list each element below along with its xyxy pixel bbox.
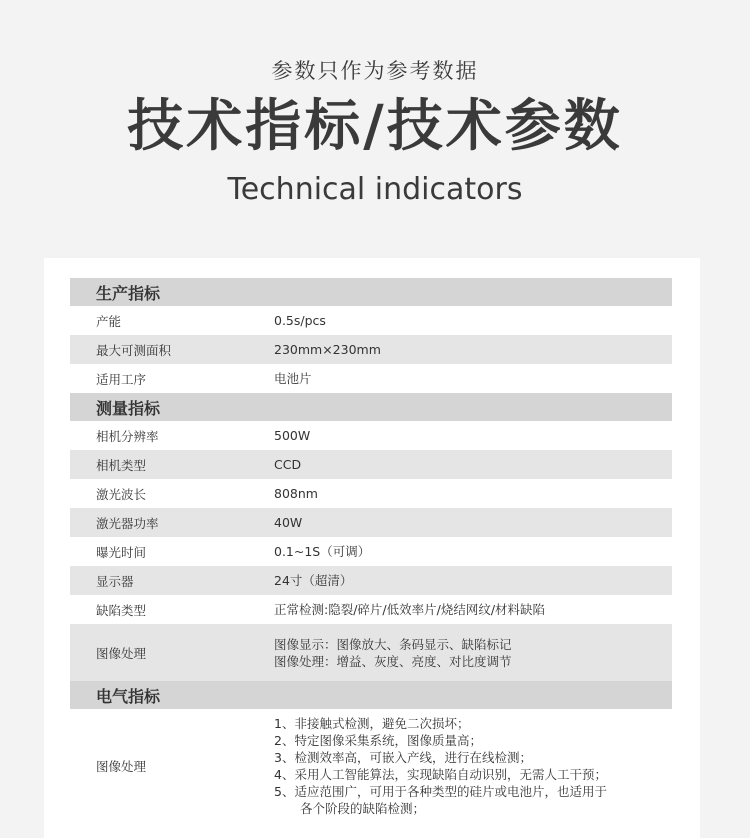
row-label: 缺陷类型 [96,602,147,618]
row-label: 相机分辨率 [96,428,159,444]
page-header [0,0,750,258]
row-label: 产能 [96,313,122,329]
row-value: 40W [274,515,303,530]
row-value: 正常检测:隐裂/碎片/低效率片/烧结网纹/材料缺陷 [274,602,546,617]
value-line: 3、检测效率高，可嵌入产线，进行在线检测； [274,750,532,765]
row-label: 最大可测面积 [96,342,172,358]
value-line: 5、适应范围广，可用于各种类型的硅片或电池片，也适用于 [274,784,607,799]
value-line: 2、特定图像采集系统，图像质量高； [274,733,482,748]
page-title: 技术指标/技术参数 [127,94,623,159]
row-value: 电池片 [274,371,312,386]
table-row [70,364,672,393]
row-value: CCD [274,457,302,472]
table-row [70,709,672,823]
table-row [70,421,672,450]
spec-card [44,258,700,838]
row-label: 激光波长 [96,486,147,502]
spec-table [70,278,672,823]
row-value: 500W [274,428,311,443]
row-label: 图像处理 [96,645,147,661]
section-title: 生产指标 [96,283,161,303]
row-label: 适用工序 [96,371,147,387]
row-value: 24寸（超清） [274,573,353,588]
value-line: 各个阶段的缺陷检测； [300,801,426,816]
table-row [70,450,672,479]
row-label: 显示器 [96,573,134,589]
table-row [70,624,672,681]
table-row [70,566,672,595]
page-title-english: Technical indicators [227,172,523,207]
value-line: 图像显示：图像放大、条码显示、缺陷标记 [274,636,512,652]
table-row [70,508,672,537]
row-value [274,715,672,817]
table-row [70,595,672,624]
table-row [70,306,672,335]
table-row [70,537,672,566]
row-label: 曝光时间 [96,544,147,560]
section-header-electrical [70,681,672,709]
row-value: 0.1~1S（可调） [274,544,371,559]
table-row [70,335,672,364]
section-title: 电气指标 [96,686,161,706]
table-row [70,479,672,508]
value-line: 图像处理：增益、灰度、亮度、对比度调节 [274,653,512,669]
page-subtitle: 参数只作为参考数据 [271,59,479,83]
section-header-production [70,278,672,306]
section-title: 测量指标 [96,398,161,418]
section-header-measurement [70,393,672,421]
row-value [274,636,672,670]
value-line: 1、非接触式检测，避免二次损坏； [274,716,470,731]
row-value: 808nm [274,486,318,501]
row-value: 230mm×230mm [274,342,381,357]
value-line: 4、采用人工智能算法，实现缺陷自动识别，无需人工干预； [274,767,607,782]
row-label: 图像处理 [96,759,147,774]
row-value: 0.5s/pcs [274,313,326,328]
row-label: 激光器功率 [96,515,159,531]
row-label: 相机类型 [96,457,147,473]
